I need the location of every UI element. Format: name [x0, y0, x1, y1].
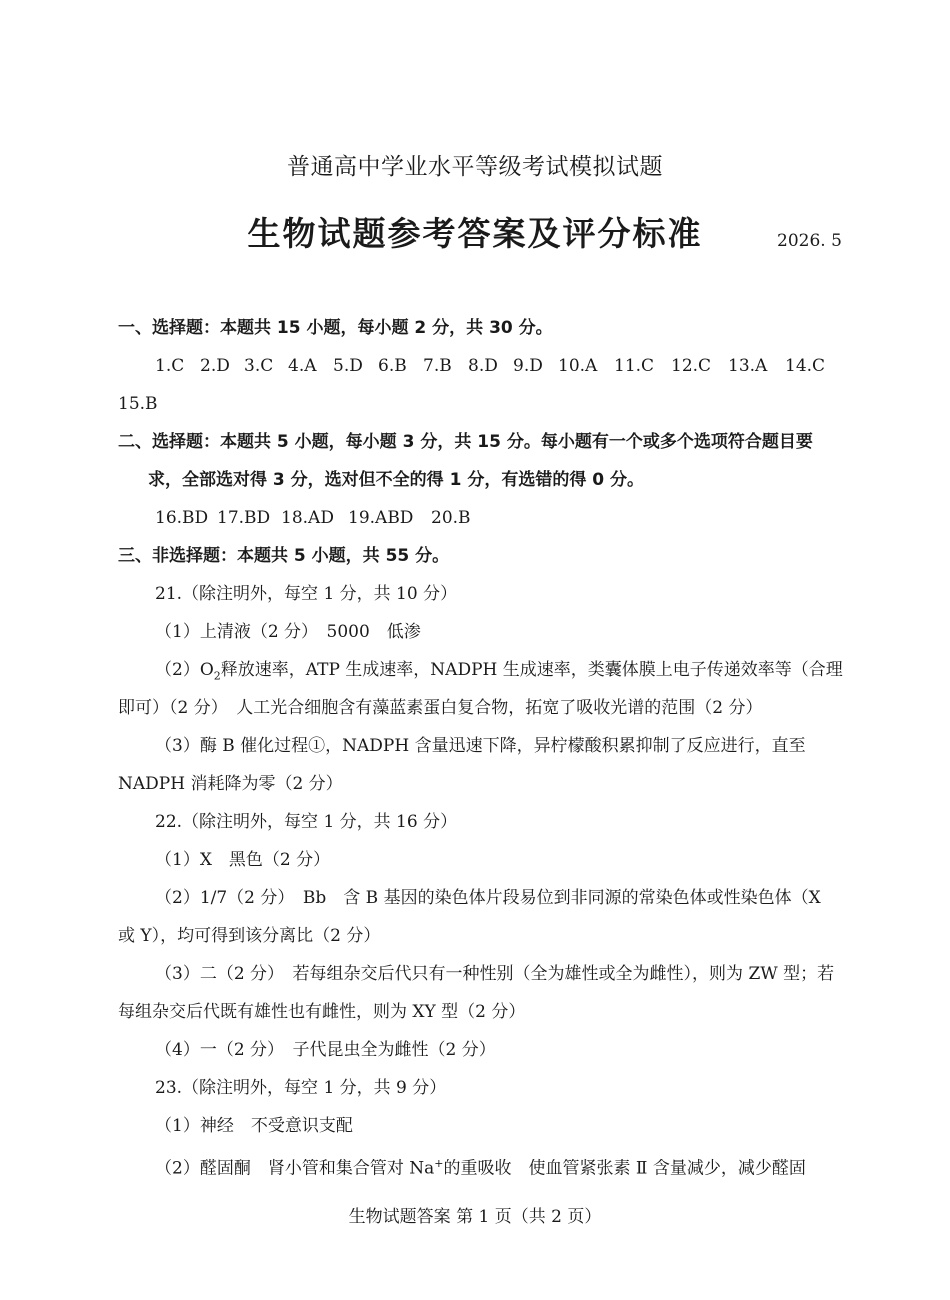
q22-answer-4: （4）一（2 分） 子代昆虫全为雌性（2 分） [155, 1040, 496, 1060]
answer-item: 8.D [468, 356, 498, 376]
subscript-2: 2 [213, 669, 221, 683]
q21-answer-2-text-cont: 释放速率，ATP 生成速率，NADPH 生成速率，类囊体膜上电子传递效率等（合理 [220, 660, 843, 680]
q21-title: 21.（除注明外，每空 1 分，共 10 分） [155, 584, 458, 604]
q23-title: 23.（除注明外，每空 1 分，共 9 分） [155, 1078, 447, 1098]
answer-item: 9.D [513, 356, 543, 376]
q23-answer-2-text: （2）醛固酮 肾小管和集合管对 Na [155, 1158, 435, 1179]
answer-item: 14.C [785, 356, 826, 376]
section1-heading: 一、选择题：本题共 15 小题，每小题 2 分，共 30 分。 [118, 318, 553, 338]
answer-item: 19.ABD [348, 508, 414, 528]
answer-item: 4.A [288, 356, 317, 376]
section2-heading-line1: 二、选择题：本题共 5 小题，每小题 3 分，共 15 分。每小题有一个或多个选项符合题目要 [118, 432, 813, 452]
answer-item: 10.A [558, 356, 598, 376]
answer-item: 13.A [728, 356, 768, 376]
q21-answer-2 [155, 658, 843, 688]
section1-answers [155, 354, 825, 378]
answer-item: 16.BD [155, 508, 209, 528]
q23-answer-1: （1）神经 不受意识支配 [155, 1116, 353, 1136]
answer-item: 20.B [431, 508, 471, 528]
q21-answer-3-line2: NADPH 消耗降为零（2 分） [118, 774, 343, 794]
q21-answer-3: （3）酶 B 催化过程①，NADPH 含量迅速下降，异柠檬酸积累抑制了反应进行，直至 [155, 736, 806, 756]
answer-item: 15.B [118, 394, 158, 414]
q21-answer-1: （1）上清液（2 分） 5000 低渗 [155, 622, 421, 642]
q22-title: 22.（除注明外，每空 1 分，共 16 分） [155, 812, 458, 832]
q22-answer-3-line2: 每组杂交后代既有雄性也有雌性，则为 XY 型（2 分） [118, 1002, 526, 1022]
q22-answer-3: （3）二（2 分） 若每组杂交后代只有一种性别（全为雄性或全为雌性），则为 ZW 型；若 [155, 964, 835, 984]
section2-heading-line2: 求，全部选对得 3 分，选对但不全的得 1 分，有选错的得 0 分。 [148, 470, 644, 490]
q23-answer-2 [155, 1152, 806, 1181]
answer-item: 17.BD [217, 508, 271, 528]
q22-answer-2-line2: 或 Y），均可得到该分离比（2 分） [118, 926, 381, 946]
superscript-plus: + [434, 1157, 444, 1170]
answer-item: 6.B [378, 356, 407, 376]
document-title: 生物试题参考答案及评分标准 [247, 214, 703, 253]
q23-answer-2-text-cont: 的重吸收 使血管紧张素 Ⅱ 含量减少，减少醛固 [443, 1158, 806, 1179]
answer-item: 3.C [244, 356, 274, 376]
page-footer: 生物试题答案 第 1 页（共 2 页） [348, 1207, 602, 1227]
answer-item: 1.C [155, 356, 185, 376]
answer-item: 11.C [614, 356, 655, 376]
q21-answer-2-text: （2）O [155, 660, 214, 680]
section3-heading: 三、非选择题：本题共 5 小题，共 55 分。 [118, 546, 450, 566]
q22-answer-1: （1）X 黑色（2 分） [155, 850, 331, 870]
q22-answer-2: （2）1/7（2 分） Bb 含 B 基因的染色体片段易位到非同源的常染色体或性染色体（X [155, 888, 821, 908]
answer-item: 18.AD [281, 508, 334, 528]
answer-item: 5.D [333, 356, 363, 376]
document-date: 2026. 5 [777, 231, 842, 251]
q21-answer-2-line2: 即可）（2 分） 人工光合细胞含有藻蓝素蛋白复合物，拓宽了吸收光谱的范围（2 分） [118, 698, 763, 718]
answer-item: 2.D [200, 356, 230, 376]
section2-answers [155, 506, 471, 530]
answer-item: 7.B [423, 356, 452, 376]
answer-item: 12.C [671, 356, 712, 376]
exam-series-title: 普通高中学业水平等级考试模拟试题 [287, 154, 663, 180]
